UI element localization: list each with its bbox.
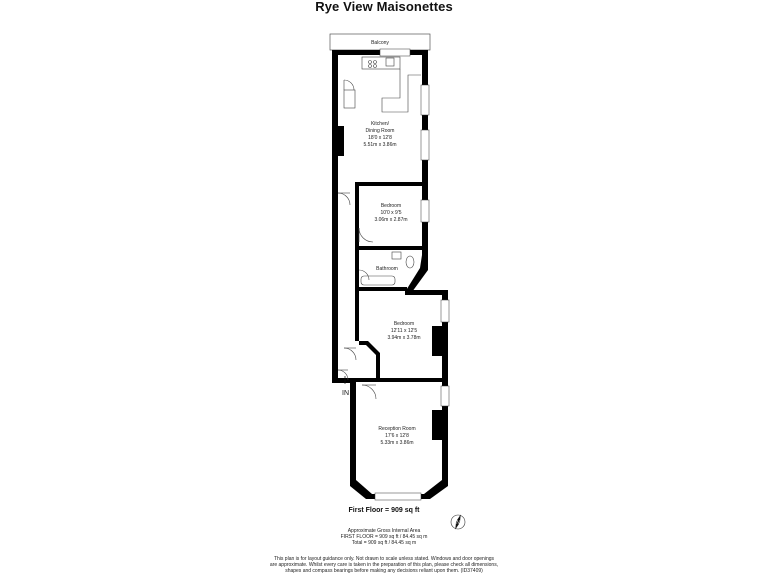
entrance-label: IN bbox=[342, 390, 349, 397]
room-name-line2: Dining Room bbox=[365, 128, 395, 134]
floor-total: First Floor = 909 sq ft bbox=[348, 507, 420, 514]
room-name: Bathroom bbox=[376, 266, 398, 272]
area-heading: Approximate Gross Internal Area bbox=[347, 528, 421, 534]
compass-icon bbox=[448, 512, 468, 532]
area-summary bbox=[0, 528, 768, 546]
room-kitchen-dining bbox=[363, 121, 396, 148]
room-name: Reception Room bbox=[378, 426, 416, 432]
room-dimensions-metric: 3.94m x 3.78m bbox=[387, 335, 421, 341]
room-dimensions-imperial: 10'0 x 9'5 bbox=[380, 210, 402, 216]
room-bathroom bbox=[376, 266, 398, 272]
room-dimensions-metric: 5.51m x 3.86m bbox=[363, 142, 397, 148]
room-name: Kitchen/ bbox=[370, 121, 390, 127]
room-dimensions-imperial: 17'6 x 12'8 bbox=[385, 433, 409, 439]
room-bedroom-2 bbox=[387, 321, 420, 341]
area-total: Total = 909 sq ft / 84.45 sq m bbox=[351, 540, 417, 546]
room-dimensions-metric: 5.33m x 3.86m bbox=[380, 440, 414, 446]
disclaimer-line: shapes and compass bearings before making any decisions reliant upon them. (ID37409) bbox=[285, 568, 483, 574]
room-dimensions-imperial: 18'0 x 12'8 bbox=[368, 135, 392, 141]
room-dimensions-imperial: 12'11 x 12'5 bbox=[390, 328, 418, 334]
room-name: Bedroom bbox=[393, 321, 415, 327]
room-dimensions-metric: 3.06m x 2.87m bbox=[374, 217, 408, 223]
plan-title: Rye View Maisonettes bbox=[315, 0, 453, 14]
room-bedroom-1 bbox=[374, 203, 407, 223]
area-first-floor: FIRST FLOOR = 909 sq ft / 84.45 sq m bbox=[340, 534, 428, 540]
room-reception bbox=[378, 426, 415, 446]
compass-letter: N bbox=[456, 520, 460, 526]
kitchen-fittings bbox=[344, 57, 421, 112]
disclaimer-line: are approximate. Whilst every care is taken in the preparation of this plan, please check all dimensions, bbox=[269, 562, 499, 568]
disclaimer-line: This plan is for layout guidance only. Not drawn to scale unless stated. Windows and door openings bbox=[273, 556, 495, 562]
room-name: Bedroom bbox=[380, 203, 402, 209]
disclaimer bbox=[240, 556, 528, 574]
balcony-label: Balcony bbox=[371, 40, 389, 46]
